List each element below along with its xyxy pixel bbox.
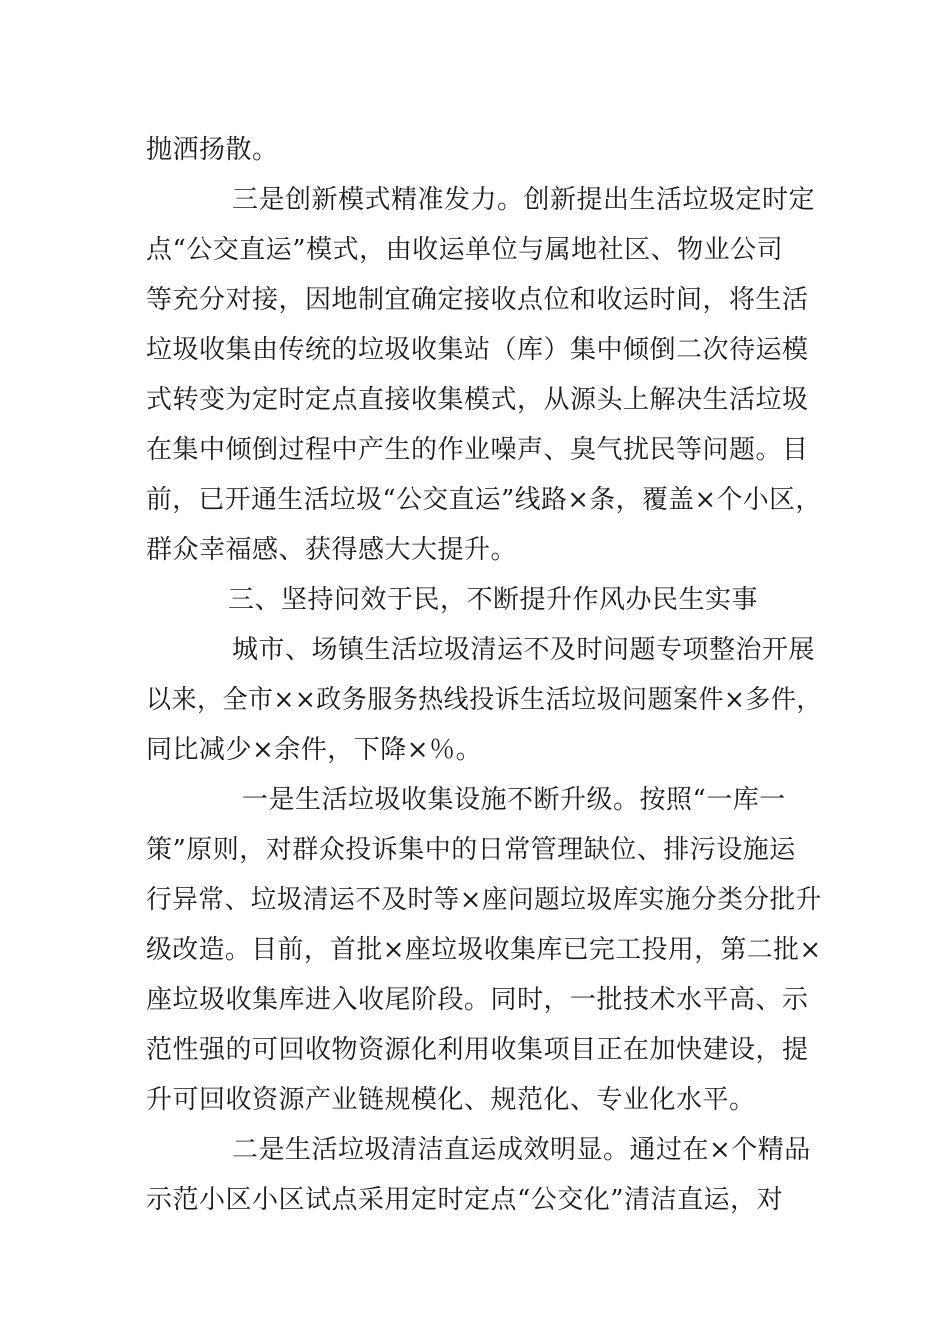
text-line: 同比减少×余件，下降×％。 [146,735,483,765]
text-line: 点“公交直运”模式，由收运单位与属地社区、物业公司 [146,235,784,265]
text-line: 前，已开通生活垃圾“公交直运”线路×条，覆盖×个小区， [146,485,822,515]
text-line: 级改造。目前，首批×座垃圾收集库已完工投用，第二批× [146,935,822,965]
text-line: 以来，全市××政务服务热线投诉生活垃圾问题案件×多件， [146,685,822,715]
paragraph-start-line: 城市、场镇生活垃圾清运不及时问题专项整治开展 [232,635,816,665]
text-line: 行异常、垃圾清运不及时等×座问题垃圾库实施分类分批升 [146,885,822,915]
text-line: 等充分对接，因地制宜确定接收点位和收运时间，将生活 [146,285,809,315]
text-line: 示范小区小区试点采用定时定点“公交化”清洁直运，对 [146,1185,784,1215]
text-line: 在集中倾倒过程中产生的作业噪声、臭气扰民等问题。目 [146,435,809,465]
text-line: 垃圾收集由传统的垃圾收集站（库）集中倾倒二次待运模 [146,335,809,365]
paragraph-start-line: 一是生活垃圾收集设施不断升级。按照“一库一 [242,785,786,815]
text-line: 式转变为定时定点直接收集模式，从源头上解决生活垃圾 [146,385,809,415]
text-line: 群众幸福感、获得感大大提升。 [146,535,518,565]
text-line: 升可回收资源产业链规模化、规范化、专业化水平。 [146,1085,756,1115]
section-heading: 三、坚持问效于民，不断提升作风办民生实事 [228,585,759,615]
text-line: 座垃圾收集库进入收尾阶段。同时，一批技术水平高、示 [146,985,809,1015]
paragraph-start-line: 二是生活垃圾清洁直运成效明显。通过在×个精品 [232,1135,811,1165]
paragraph-start-line: 三是创新模式精准发力。创新提出生活垃圾定时定 [232,185,816,215]
text-line: 范性强的可回收物资源化利用收集项目正在加快建设，提 [146,1035,809,1065]
text-line: 抛洒扬散。 [146,135,279,165]
text-line: 策”原则，对群众投诉集中的日常管理缺位、排污设施运 [146,835,796,865]
